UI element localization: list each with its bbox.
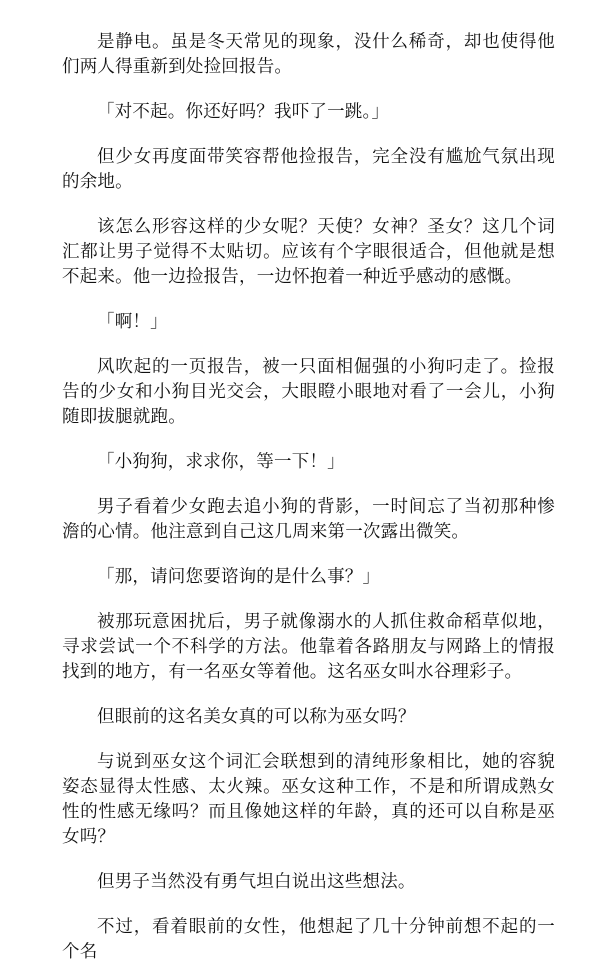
paragraph-5: 「啊！」 <box>97 312 168 332</box>
paragraph-9: 「那，请问您要谘询的是什么事？」 <box>97 567 381 587</box>
paragraph-14: 不过，看着眼前的女性，他想起了几十分钟前想不起的一个名 <box>62 917 555 962</box>
paragraph-1: 是静电。虽是冬天常见的现象，没什么稀奇，却也使得他们两人得重新到处捡回报告。 <box>62 32 555 77</box>
paragraph-11: 但眼前的这名美女真的可以称为巫女吗？ <box>97 707 416 727</box>
paragraph-12: 与说到巫女这个词汇会联想到的清纯形象相比，她的容貌姿态显得太性感、太火辣。巫女这种工作，不是和所谓成熟女性的性感无缘吗？而且像她这样的年龄，真的还可以自称是巫女吗？ <box>62 752 555 847</box>
paragraph-4: 该怎么形容这样的少女呢？天使？女神？圣女？这几个词汇都让男子觉得不太贴切。应该有个字眼很适合，但他就是想不起来。他一边捡报告，一边怀抱着一种近乎感动的感慨。 <box>62 217 555 287</box>
paragraph-8: 男子看着少女跑去追小狗的背影，一时间忘了当初那种惨澹的心情。他注意到自己这几周来第一次露出微笑。 <box>62 497 555 542</box>
paragraph-10: 被那玩意困扰后，男子就像溺水的人抓住救命稻草似地，寻求尝试一个不科学的方法。他靠着各路朋友与网路上的情报找到的地方，有一名巫女等着他。这名巫女叫水谷理彩子。 <box>62 612 555 682</box>
paragraph-13: 但男子当然没有勇气坦白说出这些想法。 <box>97 872 416 892</box>
paragraph-7: 「小狗狗，求求你，等一下！」 <box>97 452 345 472</box>
paragraph-6: 风吹起的一页报告，被一只面相倔强的小狗叼走了。捡报告的少女和小狗目光交会，大眼瞪小眼地对看了一会儿，小狗随即拔腿就跑。 <box>62 357 555 427</box>
paragraph-2: 「对不起。你还好吗？我吓了一跳。」 <box>97 102 390 122</box>
paragraph-3: 但少女再度面带笑容帮他捡报告，完全没有尴尬气氛出现的余地。 <box>62 147 555 192</box>
